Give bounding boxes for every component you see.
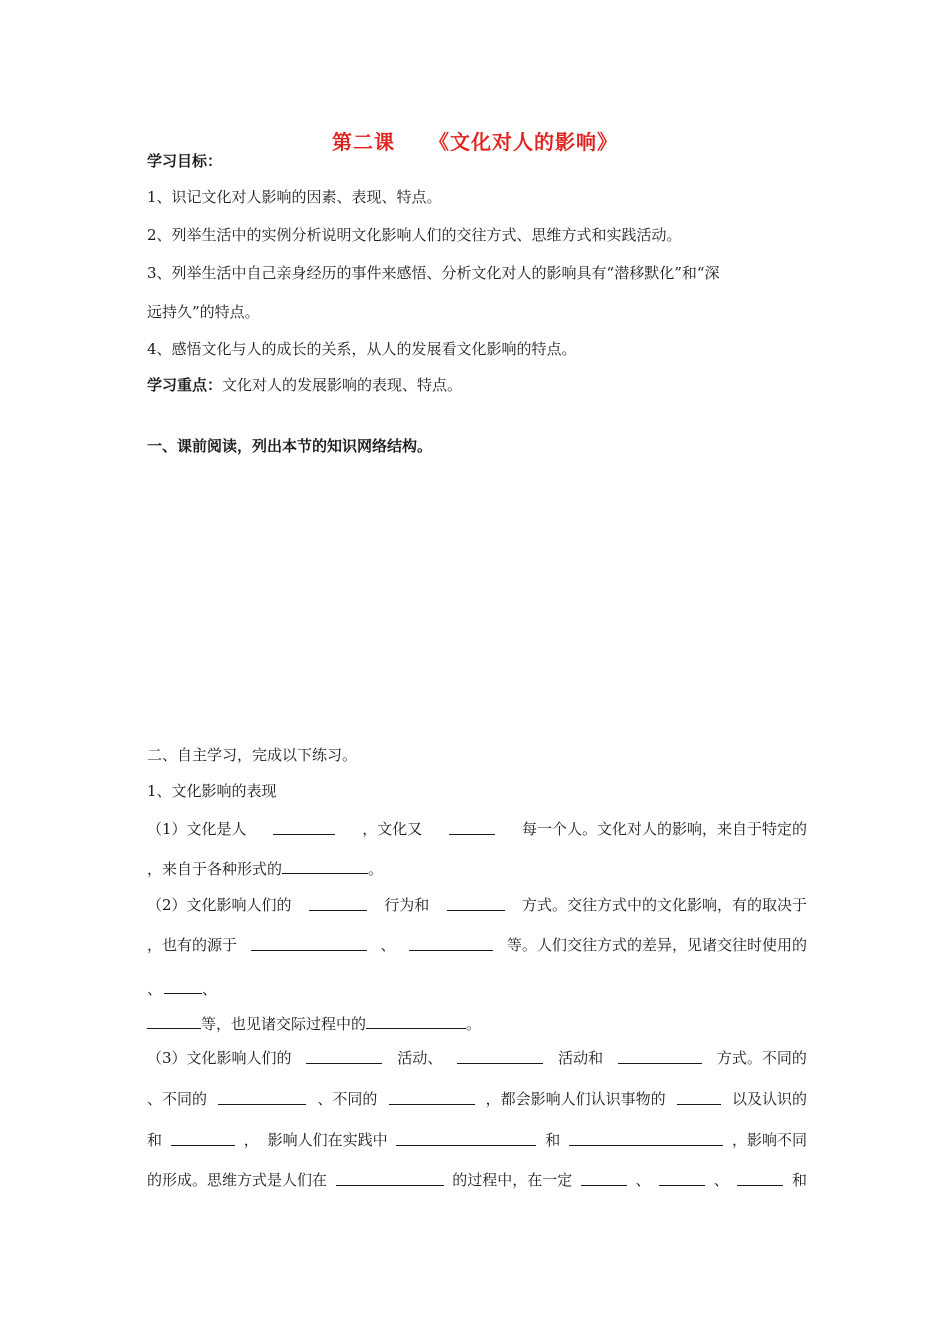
- exercise-2-line-2: ，也有的源于 、 等。人们交往方式的差异，见诸交往时使用的: [147, 936, 807, 954]
- fill-blank[interactable]: [569, 1130, 723, 1146]
- keypoints-text: 文化对人的发展影响的表现、特点。: [222, 376, 463, 394]
- fill-blank[interactable]: [389, 1089, 475, 1105]
- fill-blank[interactable]: [218, 1089, 306, 1105]
- objectives-heading: 学习目标：: [147, 152, 223, 170]
- objective-item: 1、识记文化对人影响的因素、表现、特点。: [147, 188, 442, 206]
- lesson-name: 《文化对人的影响》: [429, 130, 618, 154]
- fill-blank[interactable]: [618, 1048, 702, 1064]
- fill-blank[interactable]: [659, 1170, 705, 1186]
- fill-blank[interactable]: [251, 935, 367, 951]
- fill-blank[interactable]: [306, 1048, 382, 1064]
- fill-blank[interactable]: [737, 1170, 783, 1186]
- keypoints-label: 学习重点：: [147, 376, 223, 394]
- fill-blank[interactable]: [273, 819, 335, 835]
- section2-subheading: 1、文化影响的表现: [147, 782, 277, 800]
- fill-blank[interactable]: [449, 819, 495, 835]
- exercise-3-line-2: 、不同的 、不同的 ，都会影响人们认识事物的 以及认识的: [147, 1090, 807, 1108]
- exercise-2-line-4: 等，也见诸交际过程中的 。: [147, 1013, 807, 1034]
- exercise-2-line-3: 、 、: [147, 980, 218, 998]
- exercise-3-line-3: 和 ， 影响人们在实践中 和 ，影响不同: [147, 1131, 807, 1149]
- section1-heading: 一、课前阅读，列出本节的知识网络结构。: [147, 437, 433, 455]
- fill-blank[interactable]: [164, 978, 202, 994]
- exercise-1-line-2: ，来自于各种形式的 。: [147, 860, 384, 878]
- objective-item: 4、感悟文化与人的成长的关系，从人的发展看文化影响的特点。: [147, 340, 577, 358]
- objective-item: 3、列举生活中自己亲身经历的事件来感悟、分析文化对人的影响具有“潜移默化”和“深: [147, 264, 720, 282]
- exercise-3-line-4: 的形成。思维方式是人们在 的过程中，在一定 、 、 和: [147, 1171, 807, 1189]
- fill-blank[interactable]: [282, 858, 368, 874]
- keypoints: [147, 375, 807, 395]
- fill-blank[interactable]: [396, 1130, 536, 1146]
- fill-blank[interactable]: [447, 895, 505, 911]
- fill-blank[interactable]: [366, 1013, 466, 1029]
- fill-blank[interactable]: [309, 895, 367, 911]
- exercise-3-line-1: （3）文化影响人们的 活动、 活动和 方式。不同的: [147, 1049, 807, 1067]
- fill-blank[interactable]: [409, 935, 493, 951]
- exercise-1-line-1: （1）文化是人 ，文化又 每一个人。文化对人的影响，来自于特定的: [147, 820, 807, 838]
- fill-blank[interactable]: [581, 1170, 627, 1186]
- objective-item: 远持久”的特点。: [147, 303, 260, 321]
- fill-blank[interactable]: [677, 1089, 721, 1105]
- lesson-number: 第二课: [332, 130, 395, 154]
- fill-blank[interactable]: [147, 1013, 201, 1029]
- fill-blank[interactable]: [336, 1170, 444, 1186]
- fill-blank[interactable]: [171, 1130, 235, 1146]
- section2-heading: 二、自主学习，完成以下练习。: [147, 746, 358, 764]
- fill-blank[interactable]: [457, 1048, 543, 1064]
- exercise-2-line-1: （2）文化影响人们的 行为和 方式。交往方式中的文化影响，有的取决于: [147, 896, 807, 914]
- objective-item: 2、列举生活中的实例分析说明文化影响人们的交往方式、思维方式和实践活动。: [147, 226, 682, 244]
